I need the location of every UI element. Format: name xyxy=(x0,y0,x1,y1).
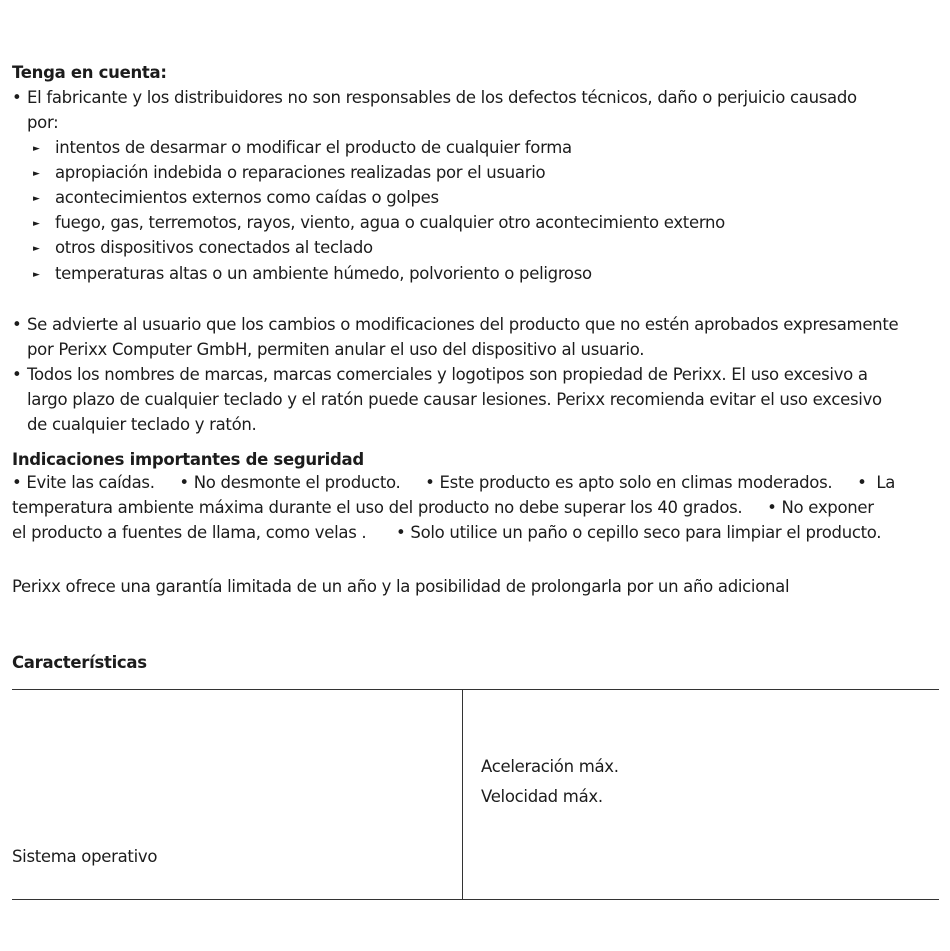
table-column-divider xyxy=(462,689,463,899)
sub-item-text: acontecimientos externos como caídas o golpes xyxy=(55,188,439,207)
sub-item xyxy=(33,264,592,283)
bullet-text: Todos los nombres de marcas, marcas comerciales y logotipos son propiedad de Perixx. El uso excesivo a xyxy=(27,365,868,384)
safety-line: • Evite las caídas. • No desmonte el producto. • Este producto es apto solo en climas moderados. • La xyxy=(12,473,896,492)
safety-line: el producto a fuentes de llama, como velas . • Solo utilice un paño o cepillo seco para limpiar el producto. xyxy=(12,523,882,542)
sub-item xyxy=(33,213,725,232)
notice-heading: Tenga en cuenta: xyxy=(12,63,167,82)
sub-item xyxy=(33,238,373,257)
notice-bullet-1-cont: por: xyxy=(27,113,59,132)
sub-item-text: fuego, gas, terremotos, rayos, viento, agua o cualquier otro acontecimiento externo xyxy=(55,213,725,232)
notice-bullet-1 xyxy=(12,88,857,107)
triangle-bullet-icon: ► xyxy=(33,219,40,229)
sub-item-text: intentos de desarmar o modificar el producto de cualquier forma xyxy=(55,138,572,157)
triangle-bullet-icon: ► xyxy=(33,169,40,179)
warranty-text: Perixx ofrece una garantía limitada de un año y la posibilidad de prolongarla por un año adicional xyxy=(12,577,790,596)
safety-heading: Indicaciones importantes de seguridad xyxy=(12,450,364,469)
notice-bullet-2-cont: por Perixx Computer GmbH, permiten anular el uso del dispositivo al usuario. xyxy=(27,340,645,359)
features-heading: Características xyxy=(12,653,147,672)
notice-bullet-2 xyxy=(12,315,898,334)
sub-item xyxy=(33,163,545,182)
safety-line: temperatura ambiente máxima durante el uso del producto no debe superar los 40 grados. • No exponer xyxy=(12,498,874,517)
triangle-bullet-icon: ► xyxy=(33,244,40,254)
bullet-icon: • xyxy=(12,365,22,384)
sub-item-text: temperaturas altas o un ambiente húmedo, polvoriento o peligroso xyxy=(55,264,592,283)
bullet-icon: • xyxy=(12,88,22,107)
sub-item xyxy=(33,188,439,207)
notice-bullet-3-cont: largo plazo de cualquier teclado y el ratón puede causar lesiones. Perixx recomienda evitar el uso excesivo xyxy=(27,390,882,409)
notice-bullet-3-cont: de cualquier teclado y ratón. xyxy=(27,415,257,434)
bullet-icon: • xyxy=(12,315,22,334)
sub-item-text: apropiación indebida o reparaciones realizadas por el usuario xyxy=(55,163,546,182)
triangle-bullet-icon: ► xyxy=(33,194,40,204)
table-bottom-rule xyxy=(12,899,939,900)
bullet-text: El fabricante y los distribuidores no son responsables de los defectos técnicos, daño o perjuicio causado xyxy=(27,88,857,107)
triangle-bullet-icon: ► xyxy=(33,144,40,154)
table-top-rule xyxy=(12,689,939,690)
sub-item xyxy=(33,138,572,157)
table-cell-speed: Velocidad máx. xyxy=(481,787,603,806)
table-cell-acceleration: Aceleración máx. xyxy=(481,757,619,776)
table-cell-os: Sistema operativo xyxy=(12,847,158,866)
notice-bullet-3 xyxy=(12,365,868,384)
sub-item-text: otros dispositivos conectados al teclado xyxy=(55,238,373,257)
triangle-bullet-icon: ► xyxy=(33,270,40,280)
bullet-text: Se advierte al usuario que los cambios o modificaciones del producto que no estén aprobados expresamente xyxy=(27,315,899,334)
